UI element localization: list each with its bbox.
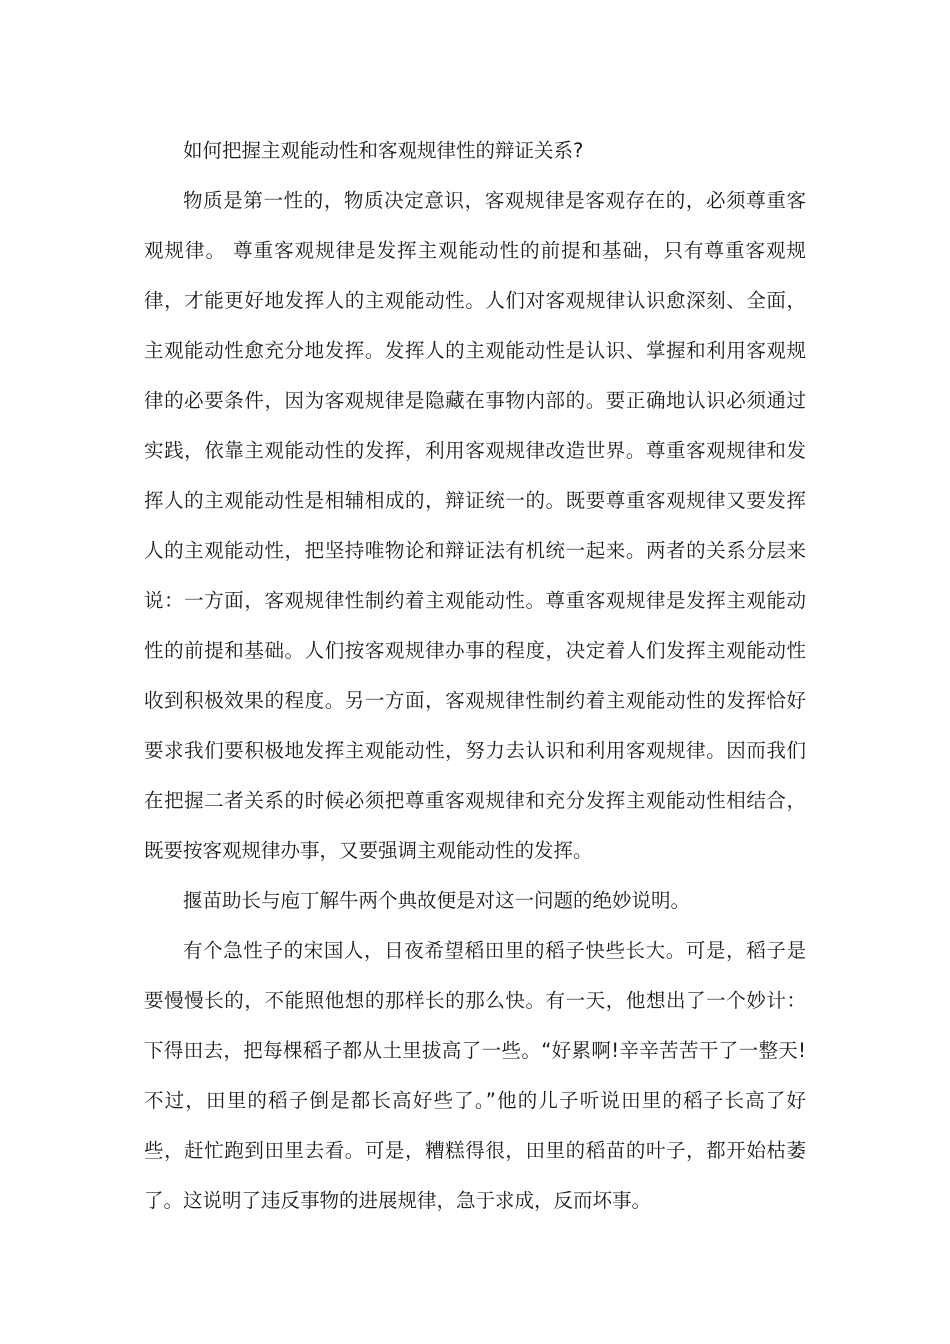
question-heading: 如何把握主观能动性和客观规律性的辩证关系? xyxy=(183,139,584,162)
document-body xyxy=(144,126,806,1226)
paragraph-story: 有个急性子的宋国人，日夜希望稻田里的稻子快些长大。可是，稻子是要慢慢长的，不能照他想的那样长的那么快。有一天，他想出了一个妙计：下得田去，把每棵稻子都从土里拔高了一些。“好累啊!辛辛苦苦干了一整天!不过，田里的稻子倒是都长高好些了。”他的儿子听说田里的稻子长高了好些，赶忙跑到田里去看。可是，糟糕得很，田里的稻苗的叶子，都开始枯萎了。这说明了违反事物的进展规律，急于求成，反而坏事。 xyxy=(144,939,806,1212)
paragraph-idioms-intro: 揠苗助长与庖丁解牛两个典故便是对这一问题的绝妙说明。 xyxy=(183,889,691,912)
paragraph-dialectics: 物质是第一性的，物质决定意识，客观规律是客观存在的，必须尊重客观规律。 尊重客观规律是发挥主观能动性的前提和基础，只有尊重客观规律，才能更好地发挥人的主观能动性。人们对客观规律认识愈深刻、全面，主观能动性愈充分地发挥。发挥人的主观能动性是认识、掌握和利用客观规律的必要条件，因为客观规律是隐藏在事物内部的。要正确地认识必须通过实践，依靠主观能动性的发挥，利用客观规律改造世界。尊重客观规律和发挥人的主观能动性是相辅相成的，辩证统一的。既要尊重客观规律又要发挥人的主观能动性，把坚持唯物论和辩证法有机统一起来。两者的关系分层来说：一方面，客观规律性制约着主观能动性。尊重客观规律是发挥主观能动性的前提和基础。人们按客观规律办事的程度，决定着人们发挥主观能动性收到积极效果的程度。另一方面，客观规律性制约着主观能动性的发挥恰好要求我们要积极地发挥主观能动性，努力去认识和利用客观规律。因而我们在把握二者关系的时候必须把尊重客观规律和充分发挥主观能动性相结合，既要按客观规律办事，又要强调主观能动性的发挥。 xyxy=(144,189,806,862)
